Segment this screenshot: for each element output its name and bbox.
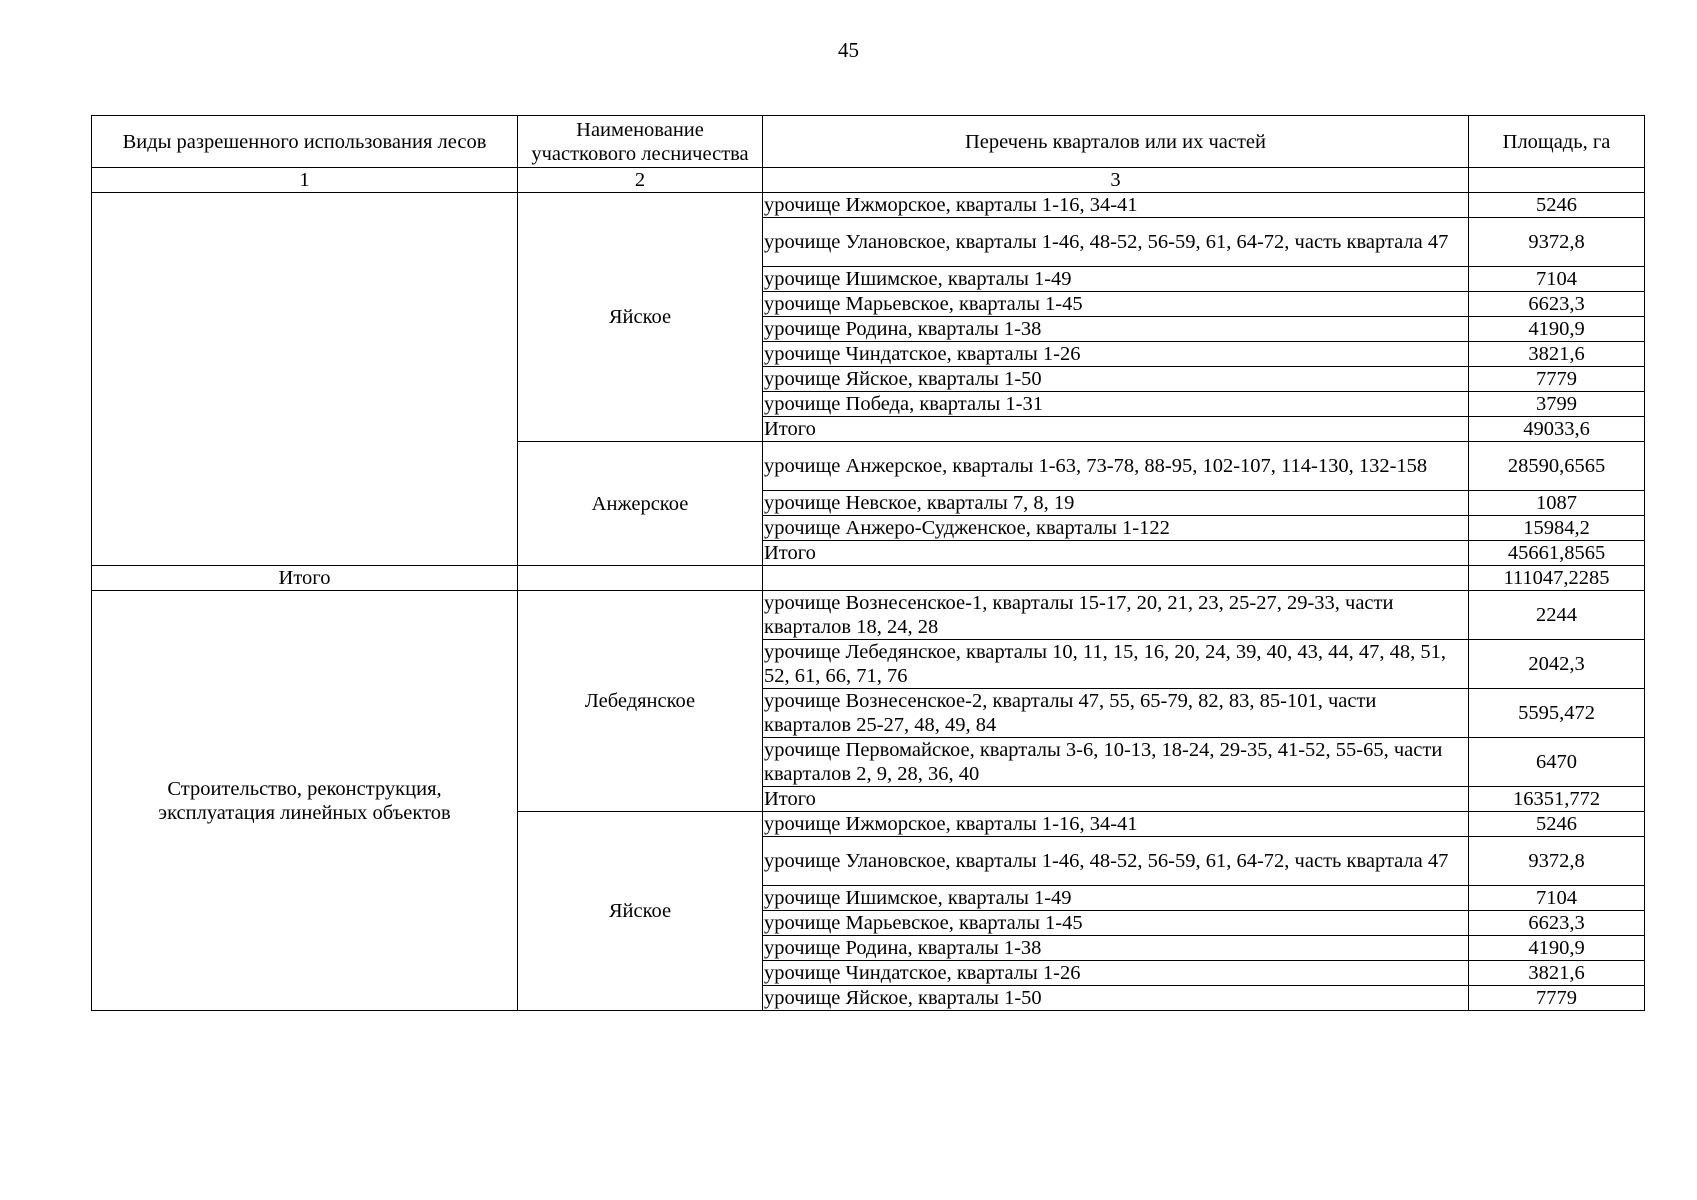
area-cell: 1087 xyxy=(1469,491,1645,516)
area-cell: 3821,6 xyxy=(1469,342,1645,367)
area-cell: 7779 xyxy=(1469,367,1645,392)
subtotal-label: Итого xyxy=(763,417,1469,442)
area-cell: 4190,9 xyxy=(1469,936,1645,961)
forestry-name-cell: Анжерское xyxy=(518,442,763,566)
quarters-cell: урочище Родина, кварталы 1-38 xyxy=(763,936,1469,961)
area-cell: 9372,8 xyxy=(1469,218,1645,267)
quarters-cell: урочище Ишимское, кварталы 1-49 xyxy=(763,886,1469,911)
page-number: 45 xyxy=(838,38,859,62)
quarters-cell: урочище Лебедянское, кварталы 10, 11, 15, 16, 20, 24, 39, 40, 43, 44, 47, 48, 51, 52, 61, 66, 71, 76 xyxy=(763,640,1469,689)
subtotal-label: Итого xyxy=(763,787,1469,812)
area-cell: 3799 xyxy=(1469,392,1645,417)
total-area: 111047,2285 xyxy=(1469,566,1645,591)
quarters-cell: урочище Яйское, кварталы 1-50 xyxy=(763,367,1469,392)
quarters-cell: урочище Чиндатское, кварталы 1-26 xyxy=(763,961,1469,986)
quarters-cell: урочище Улановское, кварталы 1-46, 48-52, 56-59, 61, 64-72, часть квартала 47 xyxy=(763,837,1469,886)
quarters-cell: урочище Марьевское, кварталы 1-45 xyxy=(763,292,1469,317)
header-use-type: Виды разрешенного использования лесов xyxy=(92,116,518,168)
area-cell: 7104 xyxy=(1469,886,1645,911)
area-cell: 2244 xyxy=(1469,591,1645,640)
column-number-2: 2 xyxy=(518,168,763,193)
subtotal-area: 45661,8565 xyxy=(1469,541,1645,566)
quarters-cell: урочище Первомайское, кварталы 3-6, 10-13, 18-24, 29-35, 41-52, 55-65, части кварталов 2, 9, 28, 36, 40 xyxy=(763,738,1469,787)
header-quarters: Перечень кварталов или их частей xyxy=(763,116,1469,168)
quarters-cell: урочище Невское, кварталы 7, 8, 19 xyxy=(763,491,1469,516)
quarters-cell: урочище Вознесенское-2, кварталы 47, 55, 65-79, 82, 83, 85-101, части кварталов 25-27, 48, 49, 84 xyxy=(763,689,1469,738)
area-cell: 5246 xyxy=(1469,812,1645,837)
quarters-cell: урочище Улановское, кварталы 1-46, 48-52, 56-59, 61, 64-72, часть квартала 47 xyxy=(763,218,1469,267)
subtotal-label: Итого xyxy=(763,541,1469,566)
table-row xyxy=(92,591,1645,640)
area-cell: 6623,3 xyxy=(1469,292,1645,317)
total-label: Итого xyxy=(92,566,518,591)
quarters-cell: урочище Анжеро-Судженское, кварталы 1-122 xyxy=(763,516,1469,541)
area-cell: 7779 xyxy=(1469,986,1645,1011)
area-cell: 3821,6 xyxy=(1469,961,1645,986)
area-cell: 9372,8 xyxy=(1469,837,1645,886)
quarters-cell: урочище Ижморское, кварталы 1-16, 34-41 xyxy=(763,812,1469,837)
area-cell: 28590,6565 xyxy=(1469,442,1645,491)
column-number-4 xyxy=(1469,168,1645,193)
header-area: Площадь, га xyxy=(1469,116,1645,168)
subtotal-area: 16351,772 xyxy=(1469,787,1645,812)
total-row xyxy=(92,566,1645,591)
area-cell: 2042,3 xyxy=(1469,640,1645,689)
column-number-1: 1 xyxy=(92,168,518,193)
use-type-cell: Строительство, реконструкция, эксплуатация линейных объектов xyxy=(92,591,518,1011)
area-cell: 5595,472 xyxy=(1469,689,1645,738)
total-empty-cell xyxy=(518,566,763,591)
quarters-cell: урочище Родина, кварталы 1-38 xyxy=(763,317,1469,342)
forest-use-table xyxy=(91,115,1645,1011)
column-number-3: 3 xyxy=(763,168,1469,193)
header-forestry-line1: Наименование xyxy=(576,118,704,141)
area-cell: 4190,9 xyxy=(1469,317,1645,342)
area-cell: 6623,3 xyxy=(1469,911,1645,936)
quarters-cell: урочище Ижморское, кварталы 1-16, 34-41 xyxy=(763,193,1469,218)
forestry-name-cell: Лебедянское xyxy=(518,591,763,812)
forestry-name-cell: Яйское xyxy=(518,193,763,442)
quarters-cell: урочище Чиндатское, кварталы 1-26 xyxy=(763,342,1469,367)
total-empty-cell xyxy=(763,566,1469,591)
area-cell: 15984,2 xyxy=(1469,516,1645,541)
forestry-name-cell: Яйское xyxy=(518,812,763,1011)
table-row xyxy=(92,193,1645,218)
area-cell: 7104 xyxy=(1469,267,1645,292)
header-forestry xyxy=(518,116,763,168)
quarters-cell: урочище Анжерское, кварталы 1-63, 73-78, 88-95, 102-107, 114-130, 132-158 xyxy=(763,442,1469,491)
area-cell: 5246 xyxy=(1469,193,1645,218)
quarters-cell: урочище Вознесенское-1, кварталы 15-17, 20, 21, 23, 25-27, 29-33, части кварталов 18, 24, 28 xyxy=(763,591,1469,640)
header-row xyxy=(92,116,1645,168)
quarters-cell: урочище Ишимское, кварталы 1-49 xyxy=(763,267,1469,292)
quarters-cell: урочище Победа, кварталы 1-31 xyxy=(763,392,1469,417)
column-number-row xyxy=(92,168,1645,193)
area-cell: 6470 xyxy=(1469,738,1645,787)
subtotal-area: 49033,6 xyxy=(1469,417,1645,442)
use-type-cell-empty xyxy=(92,193,518,566)
quarters-cell: урочище Марьевское, кварталы 1-45 xyxy=(763,911,1469,936)
quarters-cell: урочище Яйское, кварталы 1-50 xyxy=(763,986,1469,1011)
header-forestry-line2: участкового лесничества xyxy=(531,142,749,165)
